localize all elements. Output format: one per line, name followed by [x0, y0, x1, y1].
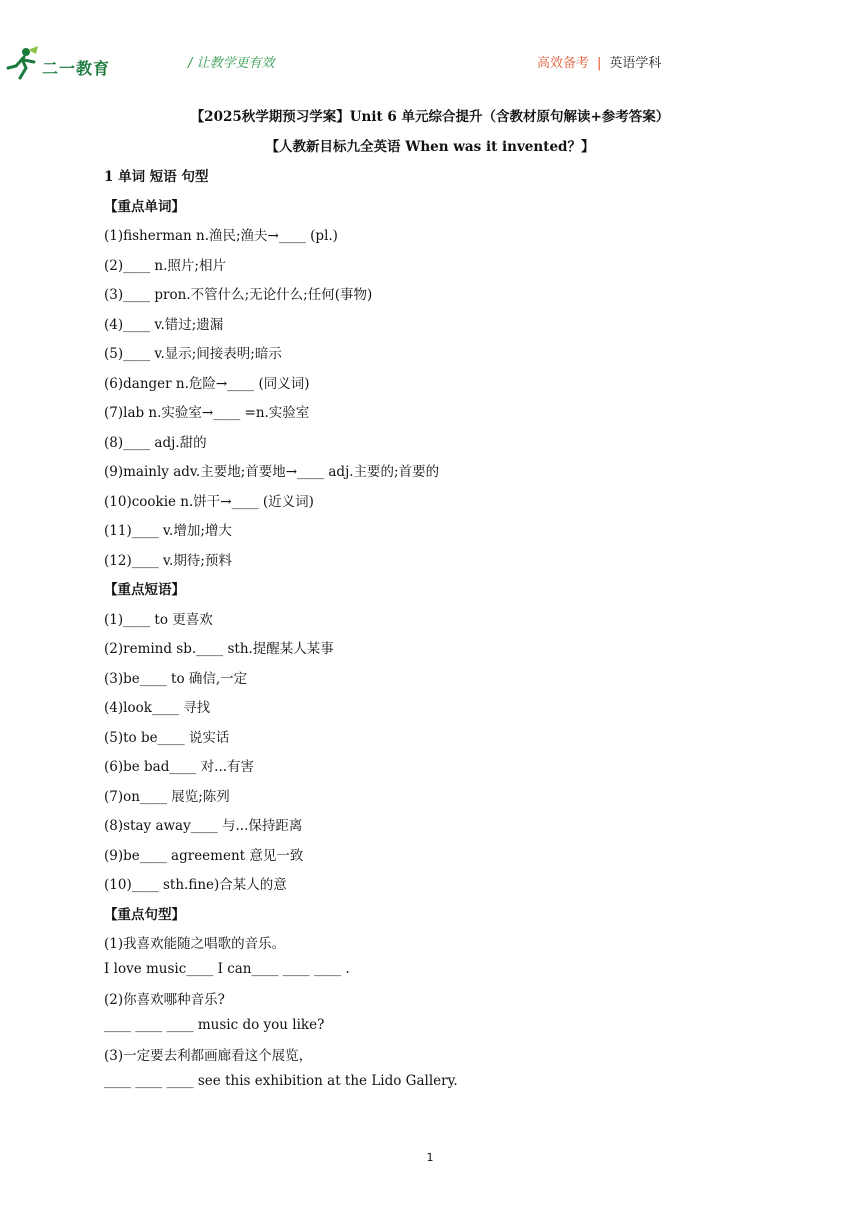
document-subtitle: 【人教新目标九全英语 When was it invented？】: [265, 139, 595, 155]
phrase-item: (2)remind sb.____ sth.提醒某人某事: [104, 641, 334, 657]
page-number: 1: [426, 1151, 434, 1164]
header-slogan: / 让教学更有效: [188, 56, 275, 71]
section-heading: 1 单词 短语 句型: [104, 169, 209, 185]
header-right: [537, 52, 661, 71]
logo-text: 二一教育: [42, 59, 111, 78]
phrase-item: (4)look____ 寻找: [104, 700, 211, 716]
document-title: 【2025秋学期预习学案】Unit 6 单元综合提升（含教材原句解读+参考答案）: [190, 109, 670, 125]
sentence-item: (1)我喜欢能随之唱歌的音乐。: [104, 936, 286, 952]
word-item: (7)lab n.实验室→____ =n.实验室: [104, 405, 310, 421]
phrases-heading: 【重点短语】: [104, 582, 185, 598]
logo: [4, 42, 114, 78]
word-item: (3)____ pron.不管什么;无论什么;任何(事物): [104, 287, 373, 303]
phrase-item: (9)be____ agreement 意见一致: [104, 848, 304, 864]
sentence-item: I love music____ I can____ ____ ____ .: [104, 961, 350, 977]
word-item: (2)____ n.照片;相片: [104, 258, 226, 274]
sentence-item: (2)你喜欢哪种音乐?: [104, 992, 225, 1008]
word-item: (4)____ v.错过;遗漏: [104, 317, 224, 333]
word-item: (9)mainly adv.主要地;首要地→____ adj.主要的;首要的: [104, 464, 440, 480]
page-header: [0, 38, 860, 82]
word-item: (8)____ adj.甜的: [104, 435, 207, 451]
runner-logo-icon: [4, 46, 40, 82]
header-tag-exam: 高效备考: [537, 56, 590, 71]
phrase-item: (3)be____ to 确信,一定: [104, 671, 248, 687]
phrase-item: (1)____ to 更喜欢: [104, 612, 213, 628]
phrase-item: (5)to be____ 说实话: [104, 730, 230, 746]
sentence-item: ____ ____ ____ music do you like?: [104, 1017, 325, 1033]
word-item: (12)____ v.期待;预料: [104, 553, 232, 569]
header-tag-subject: 英语学科: [609, 56, 662, 71]
words-heading: 【重点单词】: [104, 199, 185, 215]
phrase-item: (8)stay away____ 与...保持距离: [104, 818, 303, 834]
word-item: (11)____ v.增加;增大: [104, 523, 232, 539]
word-item: (10)cookie n.饼干→____ (近义词): [104, 494, 314, 510]
word-item: (5)____ v.显示;间接表明;暗示: [104, 346, 282, 362]
header-separator: |: [597, 56, 602, 71]
phrase-item: (7)on____ 展览;陈列: [104, 789, 230, 805]
phrase-item: (10)____ sth.fine)合某人的意: [104, 877, 287, 893]
word-item: (1)fisherman n.渔民;渔夫→____ (pl.): [104, 228, 338, 244]
word-item: (6)danger n.危险→____ (同义词): [104, 376, 310, 392]
sentence-item: (3)一定要去利都画廊看这个展览，: [104, 1048, 313, 1064]
sentences-heading: 【重点句型】: [104, 907, 185, 923]
phrase-item: (6)be bad____ 对...有害: [104, 759, 255, 775]
sentence-item: ____ ____ ____ see this exhibition at the Lido Gallery.: [104, 1073, 458, 1089]
